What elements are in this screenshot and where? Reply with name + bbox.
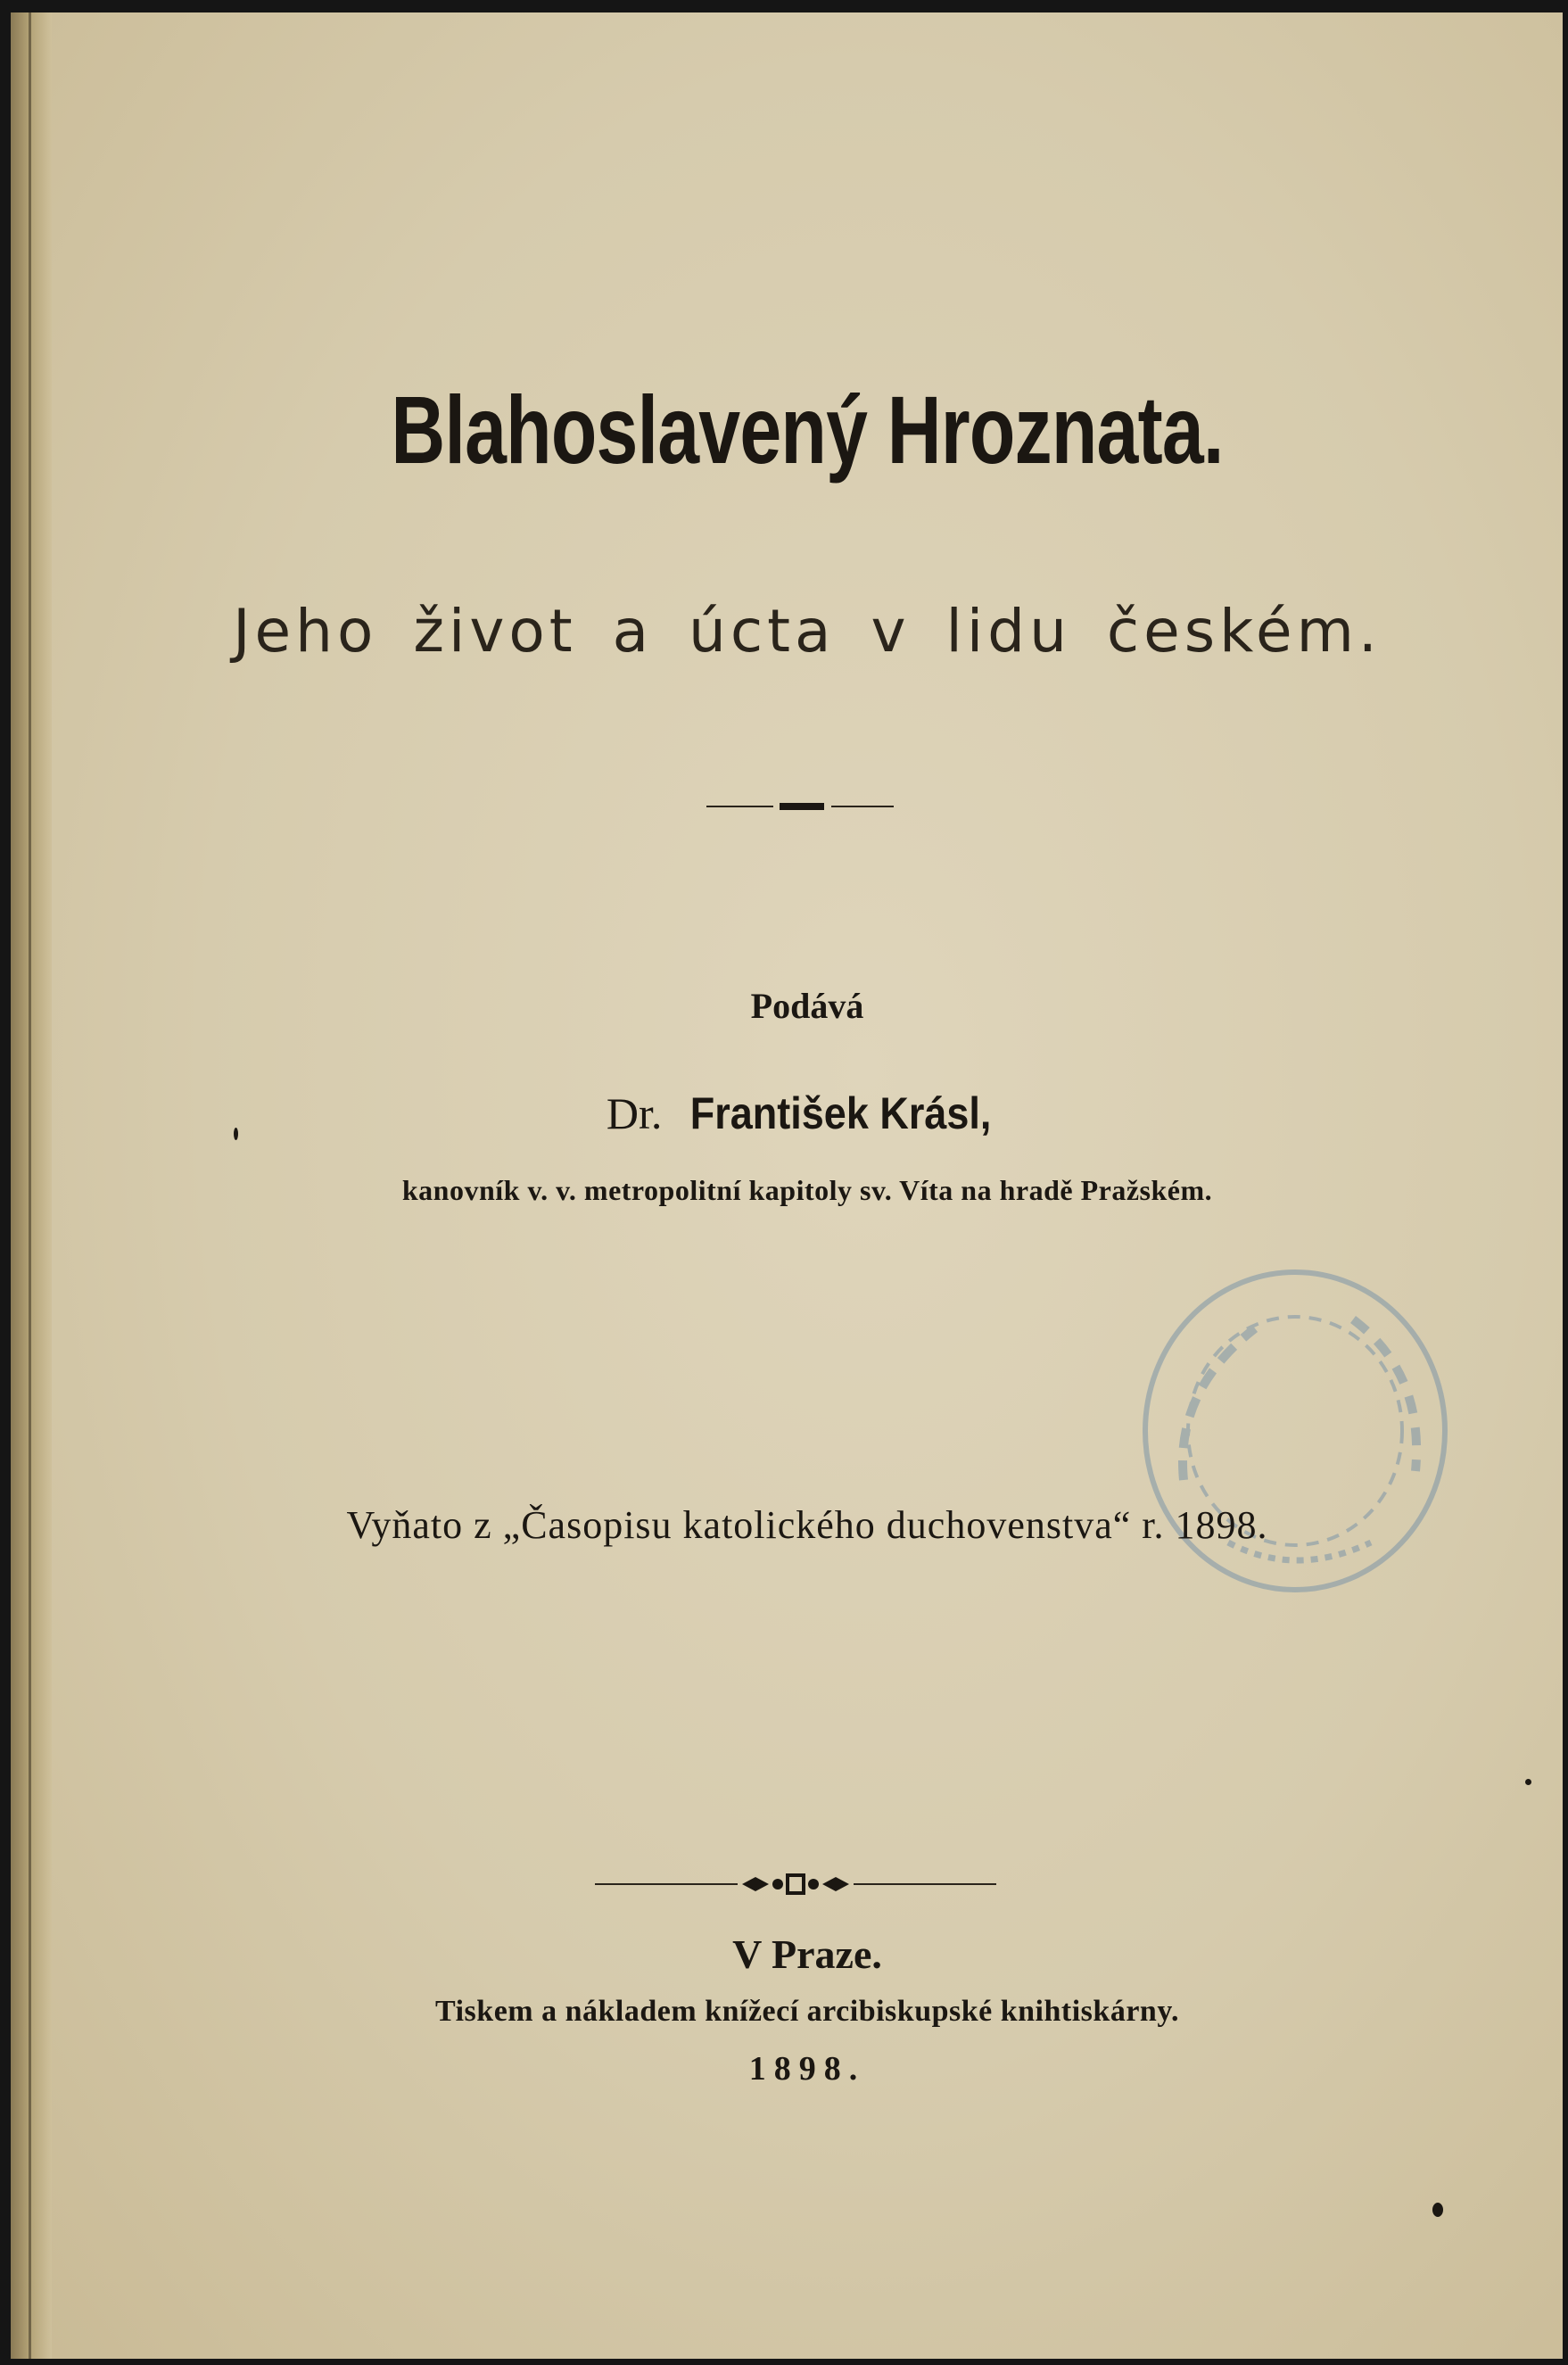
ornamental-divider-top bbox=[706, 798, 894, 815]
author-affiliation: kanovník v. v. metropolitní kapitoly sv. Víta na hradě Pražském. bbox=[401, 1174, 1213, 1206]
author-name: František Krásl, bbox=[689, 1088, 992, 1138]
ink-speck bbox=[234, 1128, 238, 1140]
library-stamp-icon bbox=[1130, 1257, 1460, 1605]
presented-by-label: Podává bbox=[750, 986, 864, 1026]
book-subtitle: Jeho život a úcta v lidu českém. bbox=[233, 597, 1382, 666]
publication-place: V Praze. bbox=[732, 1931, 882, 1977]
author-line bbox=[52, 1087, 1563, 1139]
printer-line: Tiskem a nákladem knížecí arcibiskupské knihtiskárny. bbox=[435, 1995, 1179, 2028]
ink-speck bbox=[1432, 2203, 1443, 2217]
book-title: Blahoslavený Hroznata. bbox=[391, 376, 1224, 484]
spine-fold-line bbox=[29, 12, 31, 2359]
ornamental-divider-bottom bbox=[595, 1868, 996, 1900]
book-spine-edge bbox=[11, 12, 52, 2359]
book-title-page bbox=[11, 12, 1563, 2359]
ink-speck bbox=[1525, 1779, 1531, 1785]
author-prefix: Dr. bbox=[606, 1088, 663, 1138]
excerpt-note: Vyňato z „Časopisu katolického duchovenstva“ r. 1898. bbox=[346, 1503, 1268, 1547]
publication-year: 1898. bbox=[748, 2050, 866, 2088]
